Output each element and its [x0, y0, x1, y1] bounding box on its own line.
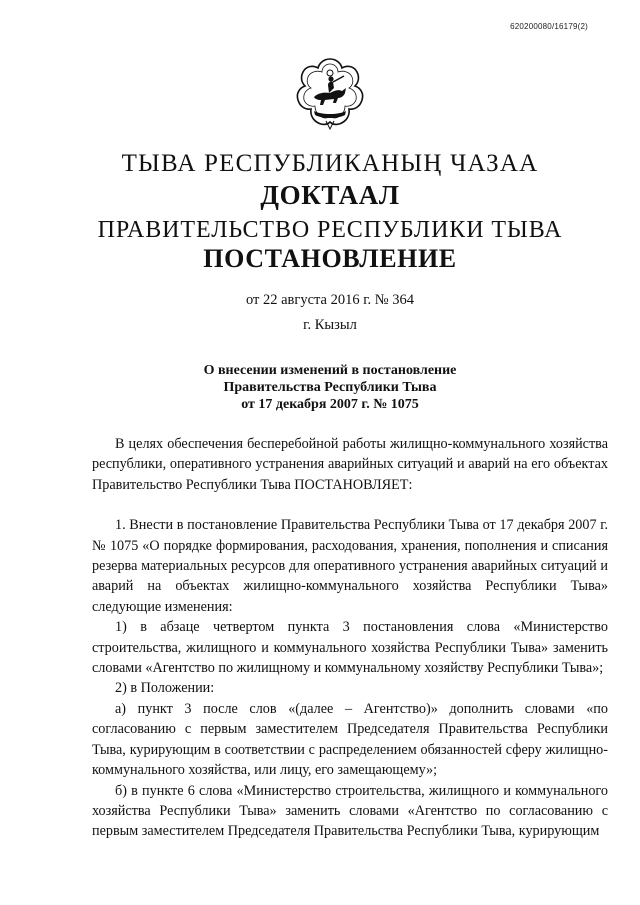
decree-city: г. Кызыл	[303, 317, 357, 333]
decree-body	[92, 434, 608, 842]
header-postanovlenie: ПОСТАНОВЛЕНИЕ	[203, 244, 457, 273]
header-government-tuva: ПРАВИТЕЛЬСТВО РЕСПУБЛИКИ ТЫВА	[97, 217, 563, 243]
body-paragraph-subitem-1: 1) в абзаце четвертом пункта 3 постановления слова «Министерство строительства, жилищного и коммунального хозяйства Республики Тыва» заменить словами «Агентство по жилищному и коммунальному хозяйству Республики Тыва»;	[92, 619, 608, 677]
decree-title-line: Правительства Республики Тыва	[223, 380, 437, 395]
decree-title-line: от 17 декабря 2007 г. № 1075	[241, 397, 419, 412]
coat-of-arms-emblem	[292, 55, 368, 135]
header-tuvan-government: ТЫВА РЕСПУБЛИКАНЫҢ ЧАЗАА	[121, 150, 539, 177]
body-paragraph-subitem-2: 2) в Положении:	[115, 680, 215, 697]
document-code: 620200080/16179(2)	[510, 22, 588, 31]
decree-title-line: О внесении изменений в постановление	[203, 363, 457, 378]
body-paragraph-preamble: В целях обеспечения бесперебойной работы жилищно-коммунального хозяйства республики, оперативного устранения аварийных ситуаций и аварий на его объектах Правительство Республики Тыва ПОСТАНОВЛЯЕТ:	[92, 436, 608, 493]
body-paragraph-subitem-a: а) пункт 3 после слов «(далее – Агентство)» дополнить словами «по согласованию с первым заместителем Председателя Правительства Республики Тыва, курирующим в соответствии с распределением обязанностей сферу жилищно-коммунального хозяйства, или лицу, его замещающему»;	[92, 700, 608, 779]
body-paragraph-subitem-b: б) в пункте 6 слова «Министерство строительства, жилищного и коммунального хозяйства Республики Тыва» заменить словами «Агентство по согласованию с первым заместителем Председателя Правительства Республики Тыва, курирующим	[92, 782, 608, 840]
decree-date-number: от 22 августа 2016 г. № 364	[245, 292, 415, 308]
decree-title	[0, 362, 640, 413]
header-doktaal: ДОКТААЛ	[260, 180, 400, 210]
body-paragraph-item-1: 1. Внести в постановление Правительства Республики Тыва от 17 декабря 2007 г. № 1075 «О порядке формирования, расходования, хранения, пополнения и списания резерва материальных ресурсов для оперативного устранения аварийных ситуаций и аварий на объектах жилищно-коммунального хозяйства Республики Тыва» следующие изменения:	[92, 517, 608, 615]
